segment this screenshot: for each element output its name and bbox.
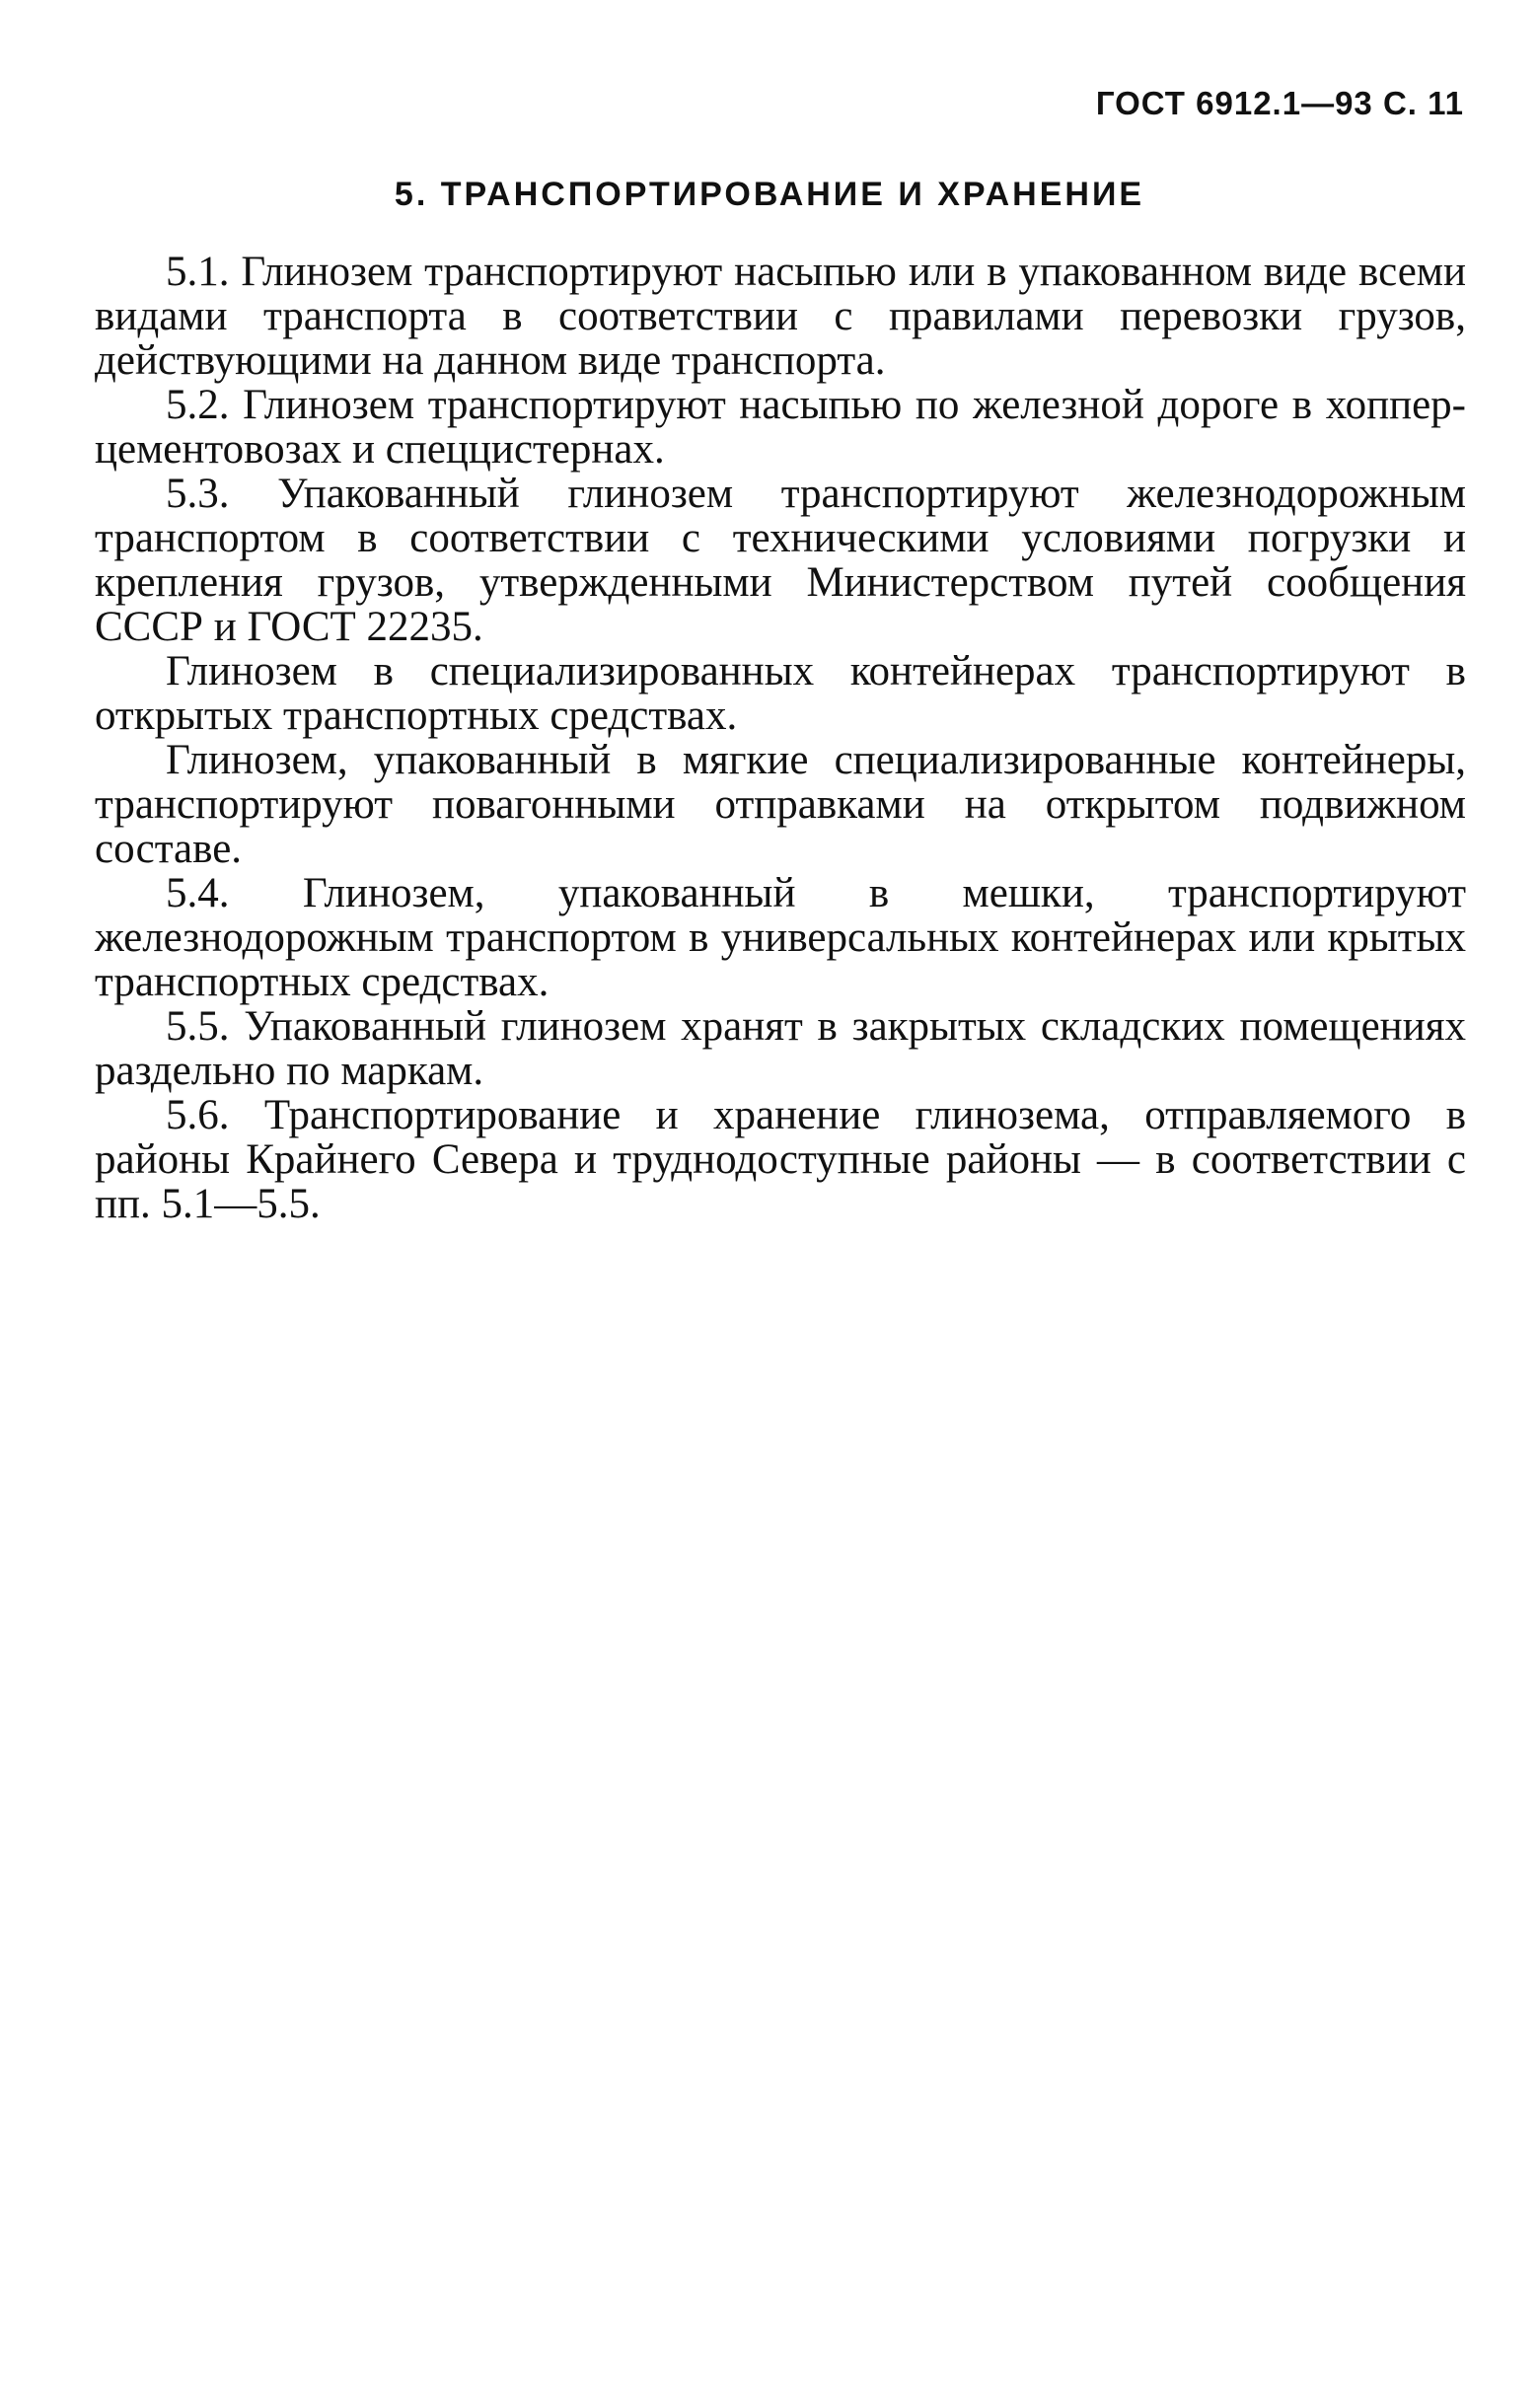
document-body	[95, 250, 1466, 1226]
paragraph-5-1: 5.1. Глинозем транспортируют насыпью или в упакованном виде всеми видами транспорта в соответствии с правилами перевозки грузов, действующими на данном виде транспорта.	[95, 249, 1466, 384]
paragraph-5-4: 5.4. Глинозем, упакованный в мешки, транспортируют железнодорожным транспортом в универсальных контейнерах или крытых транспортных средствах.	[95, 870, 1466, 1005]
paragraph-5-5: 5.5. Упакованный глинозем хранят в закрытых складских помещениях раздельно по маркам.	[95, 1003, 1466, 1094]
paragraph-containers: Глинозем в специализированных контейнерах транспортируют в открытых транспортных средствах.	[95, 648, 1466, 739]
paragraph-soft-containers: Глинозем, упакованный в мягкие специализированные контейнеры, транспортируют повагонными отправками на открытом подвижном составе.	[95, 737, 1466, 872]
section-title: 5. ТРАНСПОРТИРОВАНИЕ И ХРАНЕНИЕ	[394, 176, 1145, 213]
paragraph-5-2: 5.2. Глинозем транспортируют насыпью по железной дороге в хоппер-цементовозах и спеццистернах.	[95, 382, 1466, 473]
paragraph-5-3: 5.3. Упакованный глинозем транспортируют железнодорожным транспортом в соответствии с техническими условиями погрузки и крепления грузов, утвержденными Министерством путей сообщения СССР и ГОСТ 22235.	[95, 471, 1466, 650]
paragraph-5-6: 5.6. Транспортирование и хранение глинозема, отправляемого в районы Крайнего Севера и труднодоступные районы — в соответствии с пп. 5.1—5.5.	[95, 1092, 1466, 1227]
page-header: ГОСТ 6912.1—93 С. 11	[1095, 85, 1464, 121]
